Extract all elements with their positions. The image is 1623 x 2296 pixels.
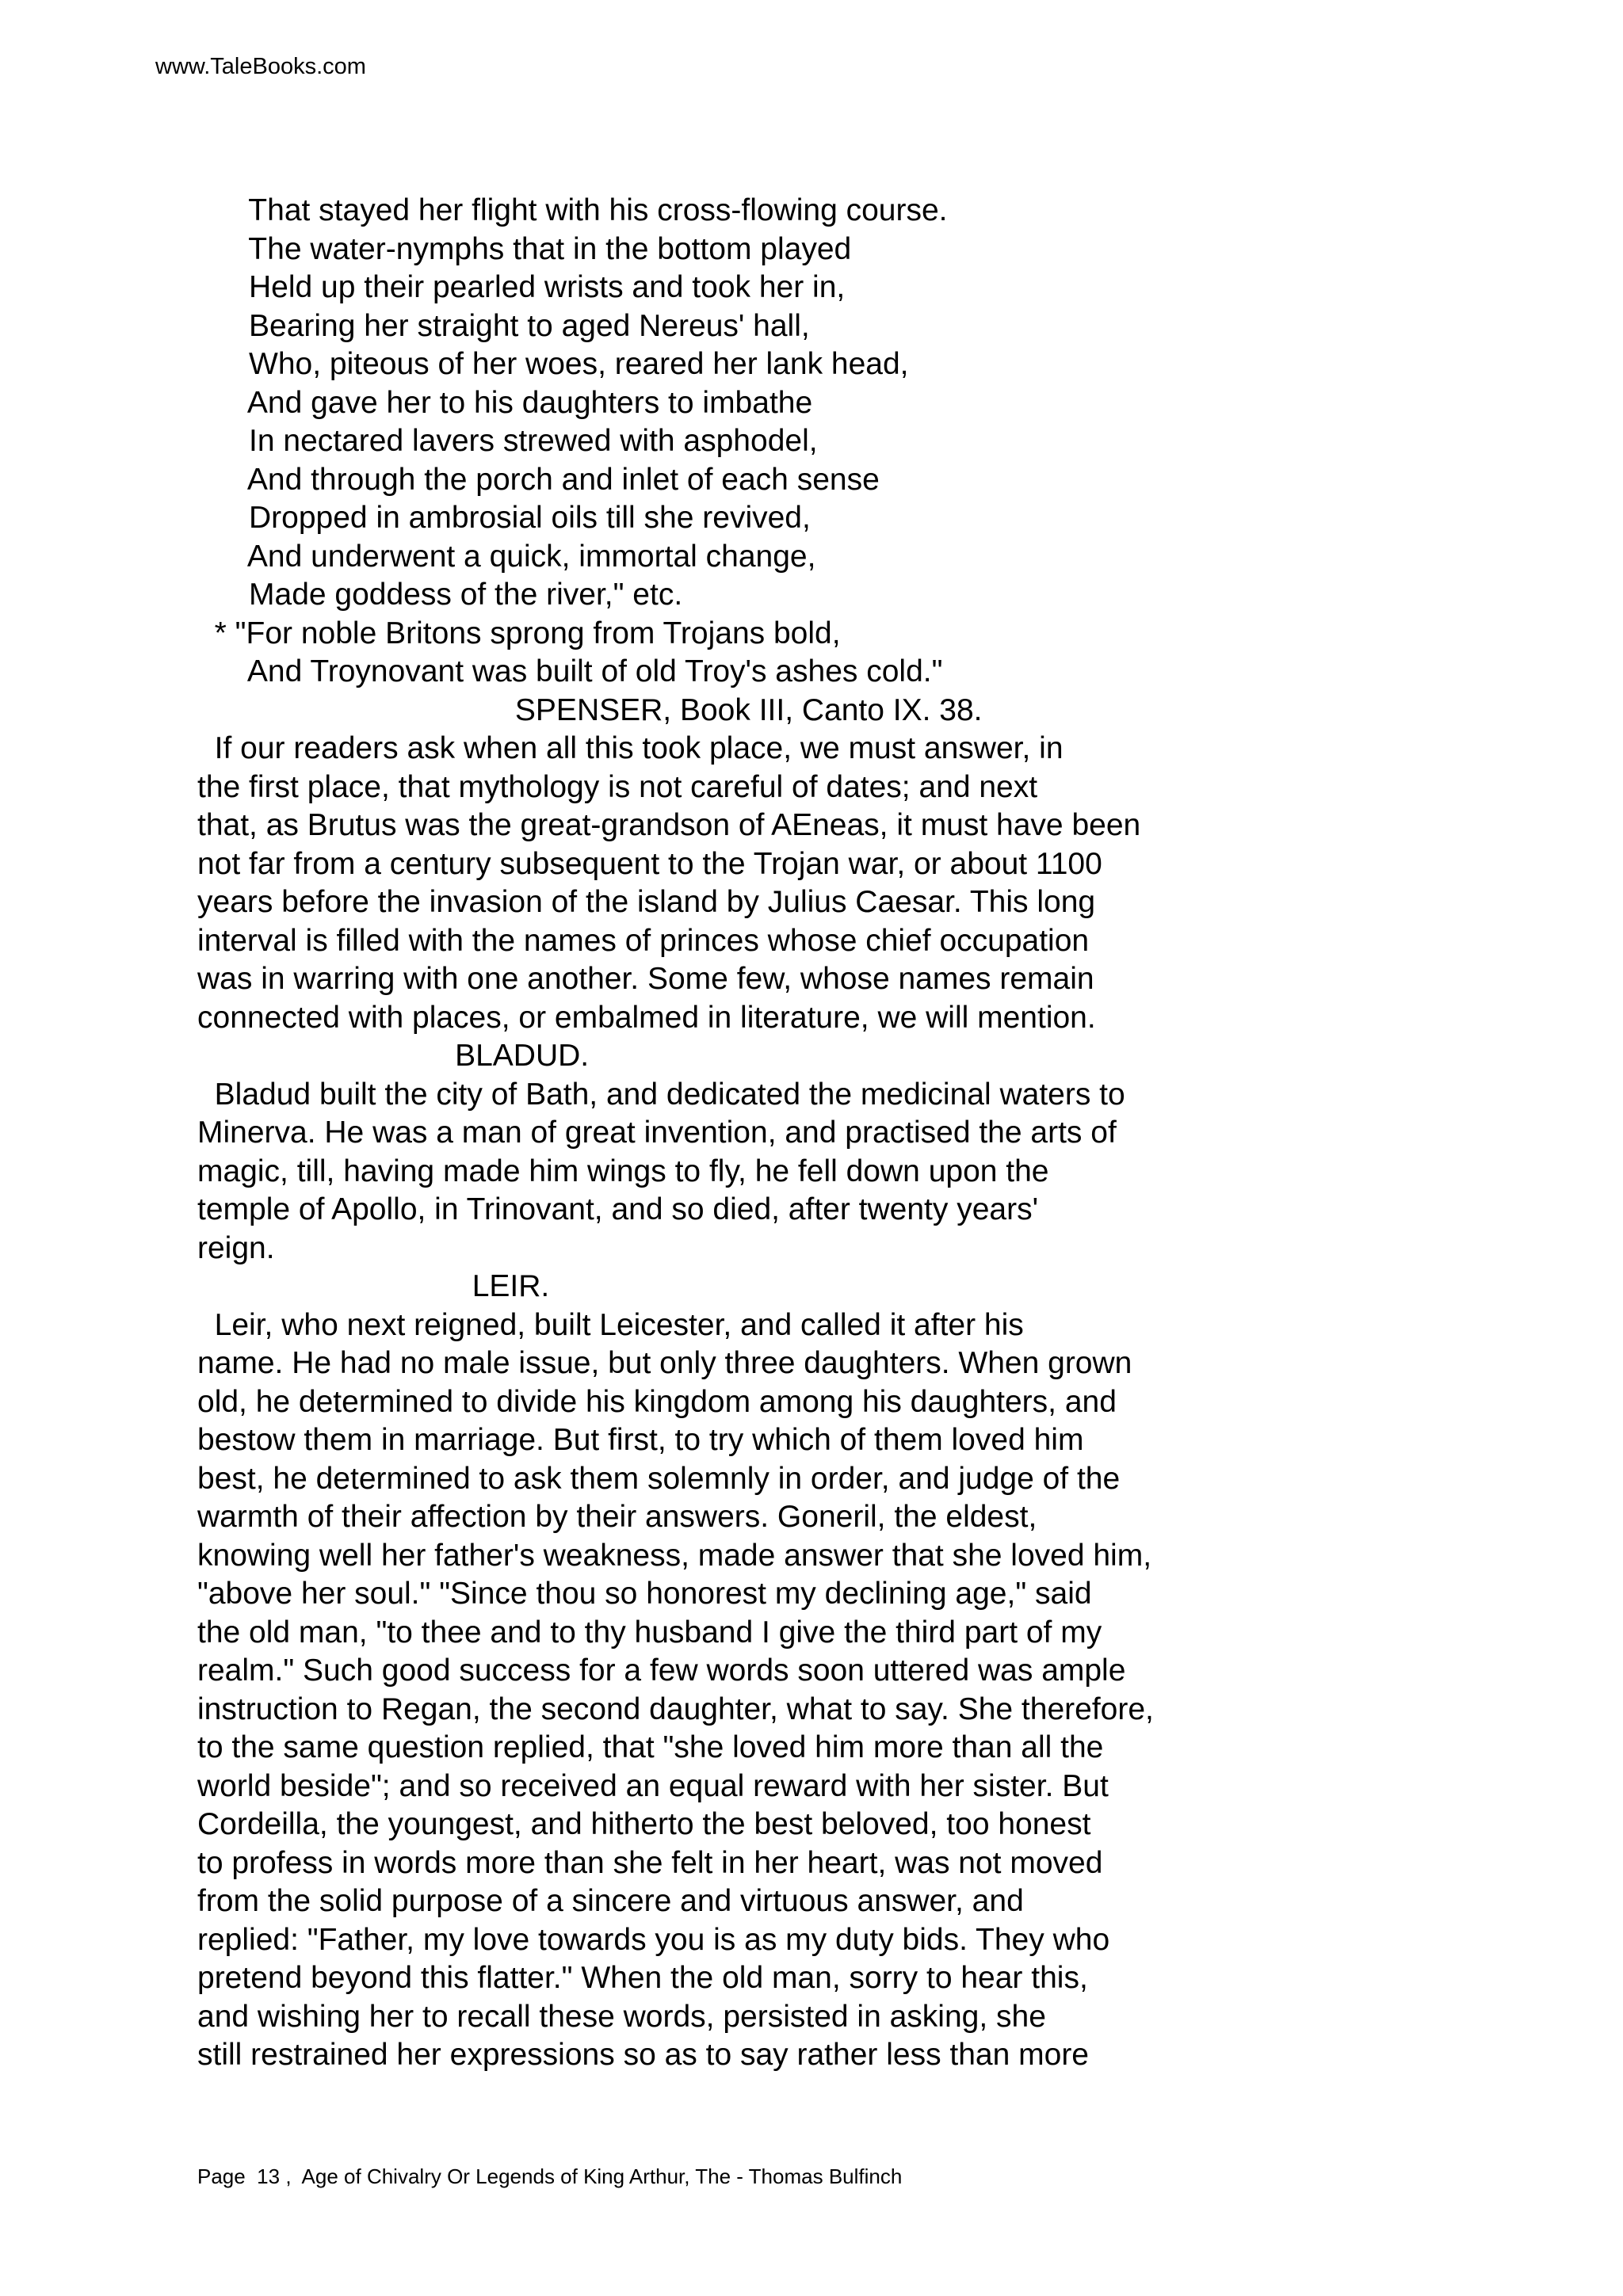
text-line: And Troynovant was built of old Troy's ashes cold."	[197, 654, 943, 688]
text-line: Cordeilla, the youngest, and hitherto the best beloved, too honest	[197, 1807, 1091, 1841]
text-line: was in warring with one another. Some few, whose names remain	[197, 962, 1094, 996]
text-line: to profess in words more than she felt in her heart, was not moved	[197, 1845, 1103, 1880]
text-line: connected with places, or embalmed in literature, we will mention.	[197, 1000, 1096, 1035]
text-line: Who, piteous of her woes, reared her lank head,	[197, 347, 909, 381]
text-line: world beside"; and so received an equal reward with her sister. But	[197, 1768, 1109, 1803]
text-line: reign.	[197, 1230, 275, 1265]
text-line: * "For noble Britons sprong from Trojans bold,	[197, 616, 841, 650]
text-line: Bearing her straight to aged Nereus' hall,	[197, 308, 810, 343]
header-url: www.TaleBooks.com	[155, 54, 366, 79]
text-line: the first place, that mythology is not careful of dates; and next	[197, 769, 1038, 804]
text-line: Bladud built the city of Bath, and dedicated the medicinal waters to	[197, 1077, 1125, 1112]
text-line: interval is filled with the names of princes whose chief occupation	[197, 923, 1090, 958]
text-line: replied: "Father, my love towards you is as my duty bids. They who	[197, 1922, 1110, 1957]
text-line: instruction to Regan, the second daughter, what to say. She therefore,	[197, 1691, 1154, 1726]
text-line: magic, till, having made him wings to fly, he fell down upon the	[197, 1154, 1049, 1188]
page-footer: Page 13 , Age of Chivalry Or Legends of King Arthur, The - Thomas Bulfinch	[197, 2164, 903, 2188]
text-line: that, as Brutus was the great-grandson of AEneas, it must have been	[197, 808, 1141, 842]
text-line: pretend beyond this flatter." When the old man, sorry to hear this,	[197, 1961, 1088, 1995]
text-line: LEIR.	[197, 1269, 550, 1303]
text-line: temple of Apollo, in Trinovant, and so died, after twenty years'	[197, 1192, 1039, 1226]
text-line: not far from a century subsequent to the Trojan war, or about 1100	[197, 846, 1102, 881]
text-line: If our readers ask when all this took place, we must answer, in	[197, 731, 1064, 765]
text-line: years before the invasion of the island by Julius Caesar. This long	[197, 885, 1096, 919]
text-line: to the same question replied, that "she loved him more than all the	[197, 1730, 1104, 1764]
text-line: "above her soul." "Since thou so honorest my declining age," said	[197, 1577, 1092, 1611]
text-line: In nectared lavers strewed with asphodel,	[197, 424, 818, 458]
text-line: BLADUD.	[197, 1039, 590, 1073]
text-line: Leir, who next reigned, built Leicester, and called it after his	[197, 1307, 1024, 1342]
text-line: Made goddess of the river," etc.	[197, 578, 683, 612]
text-line: knowing well her father's weakness, made answer that she loved him,	[197, 1538, 1152, 1573]
text-line: That stayed her flight with his cross-flowing course.	[197, 193, 948, 227]
text-line: warmth of their affection by their answers. Goneril, the eldest,	[197, 1500, 1037, 1534]
text-line: old, he determined to divide his kingdom among his daughters, and	[197, 1384, 1117, 1419]
text-line: And gave her to his daughters to imbathe	[197, 385, 813, 420]
text-line: best, he determined to ask them solemnly in order, and judge of the	[197, 1461, 1121, 1496]
text-line: The water-nymphs that in the bottom played	[197, 231, 852, 266]
text-line: And underwent a quick, immortal change,	[197, 539, 816, 574]
text-line: Held up their pearled wrists and took her in,	[197, 270, 846, 304]
text-line: SPENSER, Book III, Canto IX. 38.	[197, 692, 983, 727]
text-line: and wishing her to recall these words, persisted in asking, she	[197, 1999, 1046, 2034]
text-line: realm." Such good success for a few words soon uttered was ample	[197, 1653, 1126, 1688]
text-line: bestow them in marriage. But first, to try which of them loved him	[197, 1423, 1084, 1457]
text-line: the old man, "to thee and to thy husband I give the third part of my	[197, 1615, 1102, 1650]
text-line: Dropped in ambrosial oils till she revived,	[197, 501, 811, 535]
text-line: from the solid purpose of a sincere and virtuous answer, and	[197, 1884, 1024, 1918]
text-line: name. He had no male issue, but only three daughters. When grown	[197, 1346, 1132, 1380]
text-line: Minerva. He was a man of great invention, and practised the arts of	[197, 1116, 1117, 1150]
page-body-text	[197, 192, 1497, 2075]
text-line: still restrained her expressions so as to say rather less than more	[197, 2038, 1090, 2072]
text-line: And through the porch and inlet of each sense	[197, 462, 880, 497]
